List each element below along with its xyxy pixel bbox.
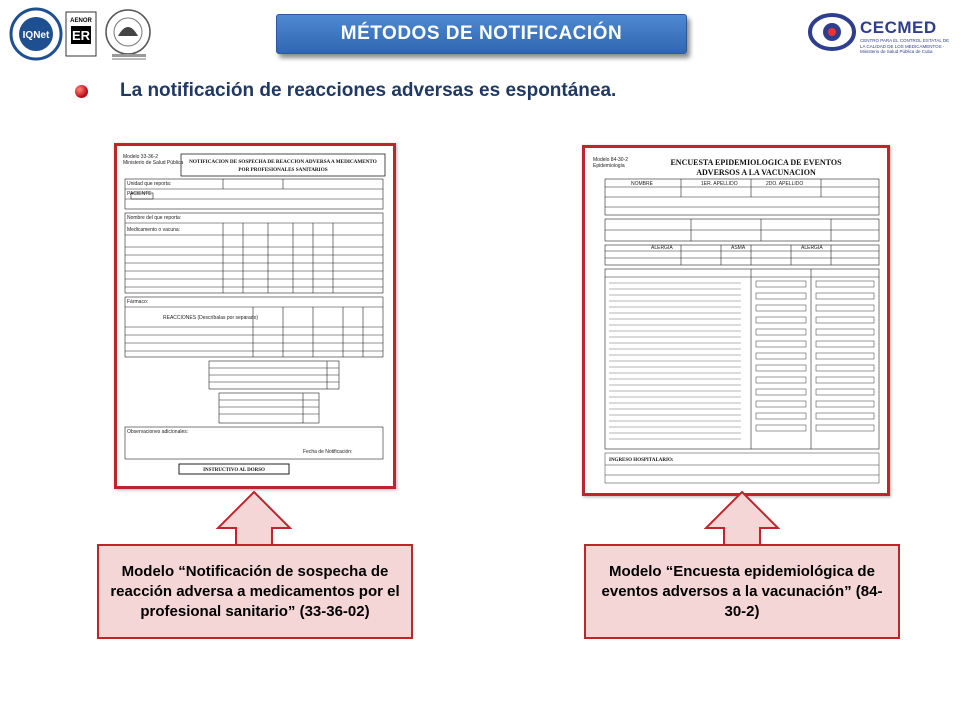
form-1-title-line2: POR PROFESIONALES SANITARIOS — [238, 167, 328, 173]
svg-text:Ministerio de Salud Pública: Ministerio de Salud Pública — [123, 160, 184, 166]
aenor-text: AENOR — [70, 18, 92, 24]
svg-text:Medicamento o vacuna:: Medicamento o vacuna: — [127, 227, 181, 233]
caption-left: Modelo “Notificación de sospecha de reacción adversa a medicamentos por el profesional sanitario” (33-36-02) — [97, 544, 413, 639]
svg-text:Modelo 33-36-2: Modelo 33-36-2 — [123, 154, 159, 160]
svg-text:NOMBRE: NOMBRE — [631, 181, 653, 187]
form-1-title-line1: NOTIFICACION DE SOSPECHA DE REACCION ADVERSA A MEDICAMENTO — [189, 159, 377, 165]
svg-text:Epidemiología: Epidemiología — [593, 163, 625, 169]
caption-right: Modelo “Encuesta epidemiológica de eventos adversos a la vacunación” (84-30-2) — [584, 544, 900, 639]
certification-logos — [8, 6, 158, 62]
svg-text:ALERGIA: ALERGIA — [801, 245, 823, 251]
svg-text:Modelo 84-30-2: Modelo 84-30-2 — [593, 157, 629, 163]
main-statement: La notificación de reacciones adversas es espontánea. — [120, 80, 617, 101]
svg-text:REACCIONES (Descríbalas por se: REACCIONES (Descríbalas por separado) — [163, 315, 259, 321]
form-1-footer-box: INSTRUCTIVO AL DORSO — [203, 468, 265, 473]
svg-text:Nombre del que reporta:: Nombre del que reporta: — [127, 215, 182, 221]
page-title: MÉTODOS DE NOTIFICACIÓN — [276, 14, 687, 54]
cecmed-name: CECMED — [860, 18, 937, 37]
svg-text:Fármaco:: Fármaco: — [127, 299, 149, 305]
iqnet-text: IQNet — [22, 30, 50, 41]
form-2-title-line2: ADVERSOS A LA VACUNACION — [696, 168, 816, 177]
svg-text:PACIENTE: PACIENTE — [127, 191, 152, 197]
cecmed-subtitle: CENTRO PARA EL CONTROL ESTATAL DE LA CALIDAD DE LOS MEDICAMENTOS · Ministerio de Salud Pública de Cuba — [860, 38, 950, 54]
svg-text:Fecha de Notificación:: Fecha de Notificación: — [303, 449, 353, 455]
cecmed-logo — [806, 8, 956, 60]
svg-text:1ER. APELLIDO: 1ER. APELLIDO — [701, 181, 738, 187]
svg-text:Observaciones adicionales:: Observaciones adicionales: — [127, 429, 189, 435]
form-2-footer-box: INGRESO HOSPITALARIO: — [609, 458, 674, 463]
eye-logo-icon — [806, 8, 858, 60]
form-2-title-line1: ENCUESTA EPIDEMIOLOGICA DE EVENTOS — [670, 158, 842, 167]
bullet-icon — [75, 85, 88, 98]
up-arrow-left-icon — [216, 490, 292, 546]
svg-text:ASMA: ASMA — [731, 245, 746, 251]
adverse-reaction-form-image — [114, 143, 396, 489]
form-document-2 — [591, 153, 881, 487]
svg-text:Unidad que reporta:: Unidad que reporta: — [127, 181, 172, 187]
form-document-1 — [123, 151, 387, 480]
vaccination-survey-form-image — [582, 145, 890, 496]
up-arrow-right-icon — [704, 490, 780, 546]
svg-text:2DO. APELLIDO: 2DO. APELLIDO — [766, 181, 804, 187]
svg-text:ER: ER — [71, 28, 91, 43]
iqnet-seal-icon — [8, 6, 158, 62]
svg-text:ALERGIA: ALERGIA — [651, 245, 673, 251]
